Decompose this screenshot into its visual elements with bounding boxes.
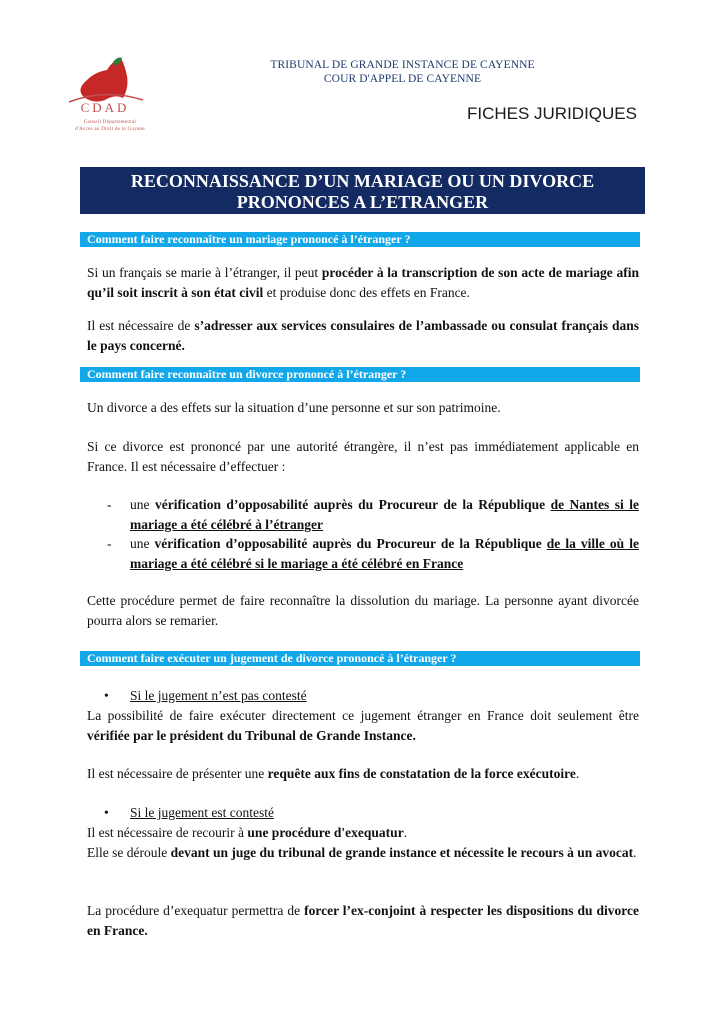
logo-line2: d'Accès au Droit de la Guyane	[75, 127, 145, 132]
text-run-bold: devant un juge du tribunal de grande instance et nécessite le recours à un avocat	[170, 845, 634, 860]
text-run: Il est nécessaire de	[87, 318, 195, 333]
text-run: une	[130, 497, 155, 512]
text-run-bold: une procédure d'exequatur	[247, 825, 404, 840]
text-run: La procédure d’exequatur permettra de	[87, 903, 305, 918]
bullet-item	[87, 686, 639, 706]
text-run: Il est nécessaire de présenter une	[87, 766, 268, 781]
court-line2: COUR D'APPEL DE CAYENNE	[323, 73, 482, 85]
bullet-marker: •	[104, 805, 109, 820]
text-run-bold: procéder à la transcription de son acte de mariage afin qu’il soit inscrit à son état civil	[87, 265, 639, 300]
text-run: Elle se déroule	[87, 845, 171, 860]
text-run: et produise donc des effets en France.	[263, 285, 470, 300]
section-heading-execution: Comment faire exécuter un jugement de divorce prononcé à l’étranger ?	[80, 651, 640, 666]
bullet-text: Si le jugement n’est pas contesté	[130, 688, 307, 703]
paragraph-requete	[87, 764, 639, 784]
section-heading-mariage: Comment faire reconnaître un mariage prononcé à l’étranger ?	[80, 232, 640, 247]
paragraph-autorite: Si ce divorce est prononcé par une autorité étrangère, il n’est pas immédiatement applicable en France. Il est nécessaire d’effectuer :	[87, 439, 639, 474]
bullet-item	[87, 803, 639, 823]
court-header	[0, 58, 725, 86]
court-line1: TRIBUNAL DE GRANDE INSTANCE DE CAYENNE	[270, 59, 535, 71]
fiches-juridiques-label: FICHES JURIDIQUES	[466, 104, 637, 123]
section-heading-divorce: Comment faire reconnaître un divorce prononcé à l’étranger ?	[80, 367, 640, 382]
dash-marker: -	[107, 497, 112, 512]
title-line2: PRONONCES A L’ETRANGER	[236, 192, 489, 212]
text-run-bold: requête aux fins de constatation de la force exécutoire	[267, 766, 576, 781]
text-run-bold: vérification d’opposabilité auprès du Procureur de la République	[154, 536, 547, 551]
paragraph-exequatur	[87, 823, 639, 843]
paragraph-verification	[87, 706, 639, 746]
list-item	[87, 534, 639, 574]
text-run-bold: vérifiée par le président du Tribunal de Grande Instance.	[87, 728, 416, 743]
text-run-bold: forcer l’ex-conjoint à respecter les dispositions du divorce en France.	[87, 903, 639, 938]
text-run-bold: s’adresser aux services consulaires de l’ambassade ou consulat français dans le pays concerné.	[87, 318, 639, 353]
bullet-text: Si le jugement est contesté	[130, 805, 274, 820]
text-run: Si un français se marie à l’étranger, il peut	[87, 265, 322, 280]
list-item	[87, 495, 639, 535]
paragraph-forcer	[87, 901, 639, 941]
text-run-bold: vérification d’opposabilité auprès du Procureur de la République	[154, 497, 551, 512]
logo-line1: Conseil Départemental	[83, 120, 137, 125]
logo-acronym: CDAD	[80, 100, 130, 115]
paragraph-juge	[87, 843, 639, 863]
paragraph-transcription	[87, 263, 639, 303]
text-run: Il est nécessaire de recourir à	[87, 825, 248, 840]
text-run: .	[403, 825, 408, 840]
bullet-marker: •	[104, 688, 109, 703]
text-run: .	[633, 845, 637, 860]
text-run: une	[130, 536, 155, 551]
text-run: La possibilité de faire exécuter directement ce jugement étranger en France doit seulement être	[87, 708, 639, 723]
text-run: .	[575, 766, 580, 781]
paragraph-consulat	[87, 316, 639, 356]
document-title	[80, 167, 645, 214]
paragraph-effets: Un divorce a des effets sur la situation d’une personne et sur son patrimoine.	[87, 400, 501, 415]
title-line1: RECONNAISSANCE D’UN MARIAGE OU UN DIVORCE	[130, 171, 595, 191]
text-run-bold-underline: de la ville où le mariage a été célébré si le mariage a été célébré en France	[130, 536, 639, 571]
paragraph-dissolution: Cette procédure permet de faire reconnaître la dissolution du mariage. La personne ayant divorcée pourra alors se remarier.	[87, 593, 639, 628]
dash-marker: -	[107, 536, 112, 551]
text-run-bold-underline: de Nantes si le mariage a été célébré à l’étranger	[130, 497, 639, 532]
